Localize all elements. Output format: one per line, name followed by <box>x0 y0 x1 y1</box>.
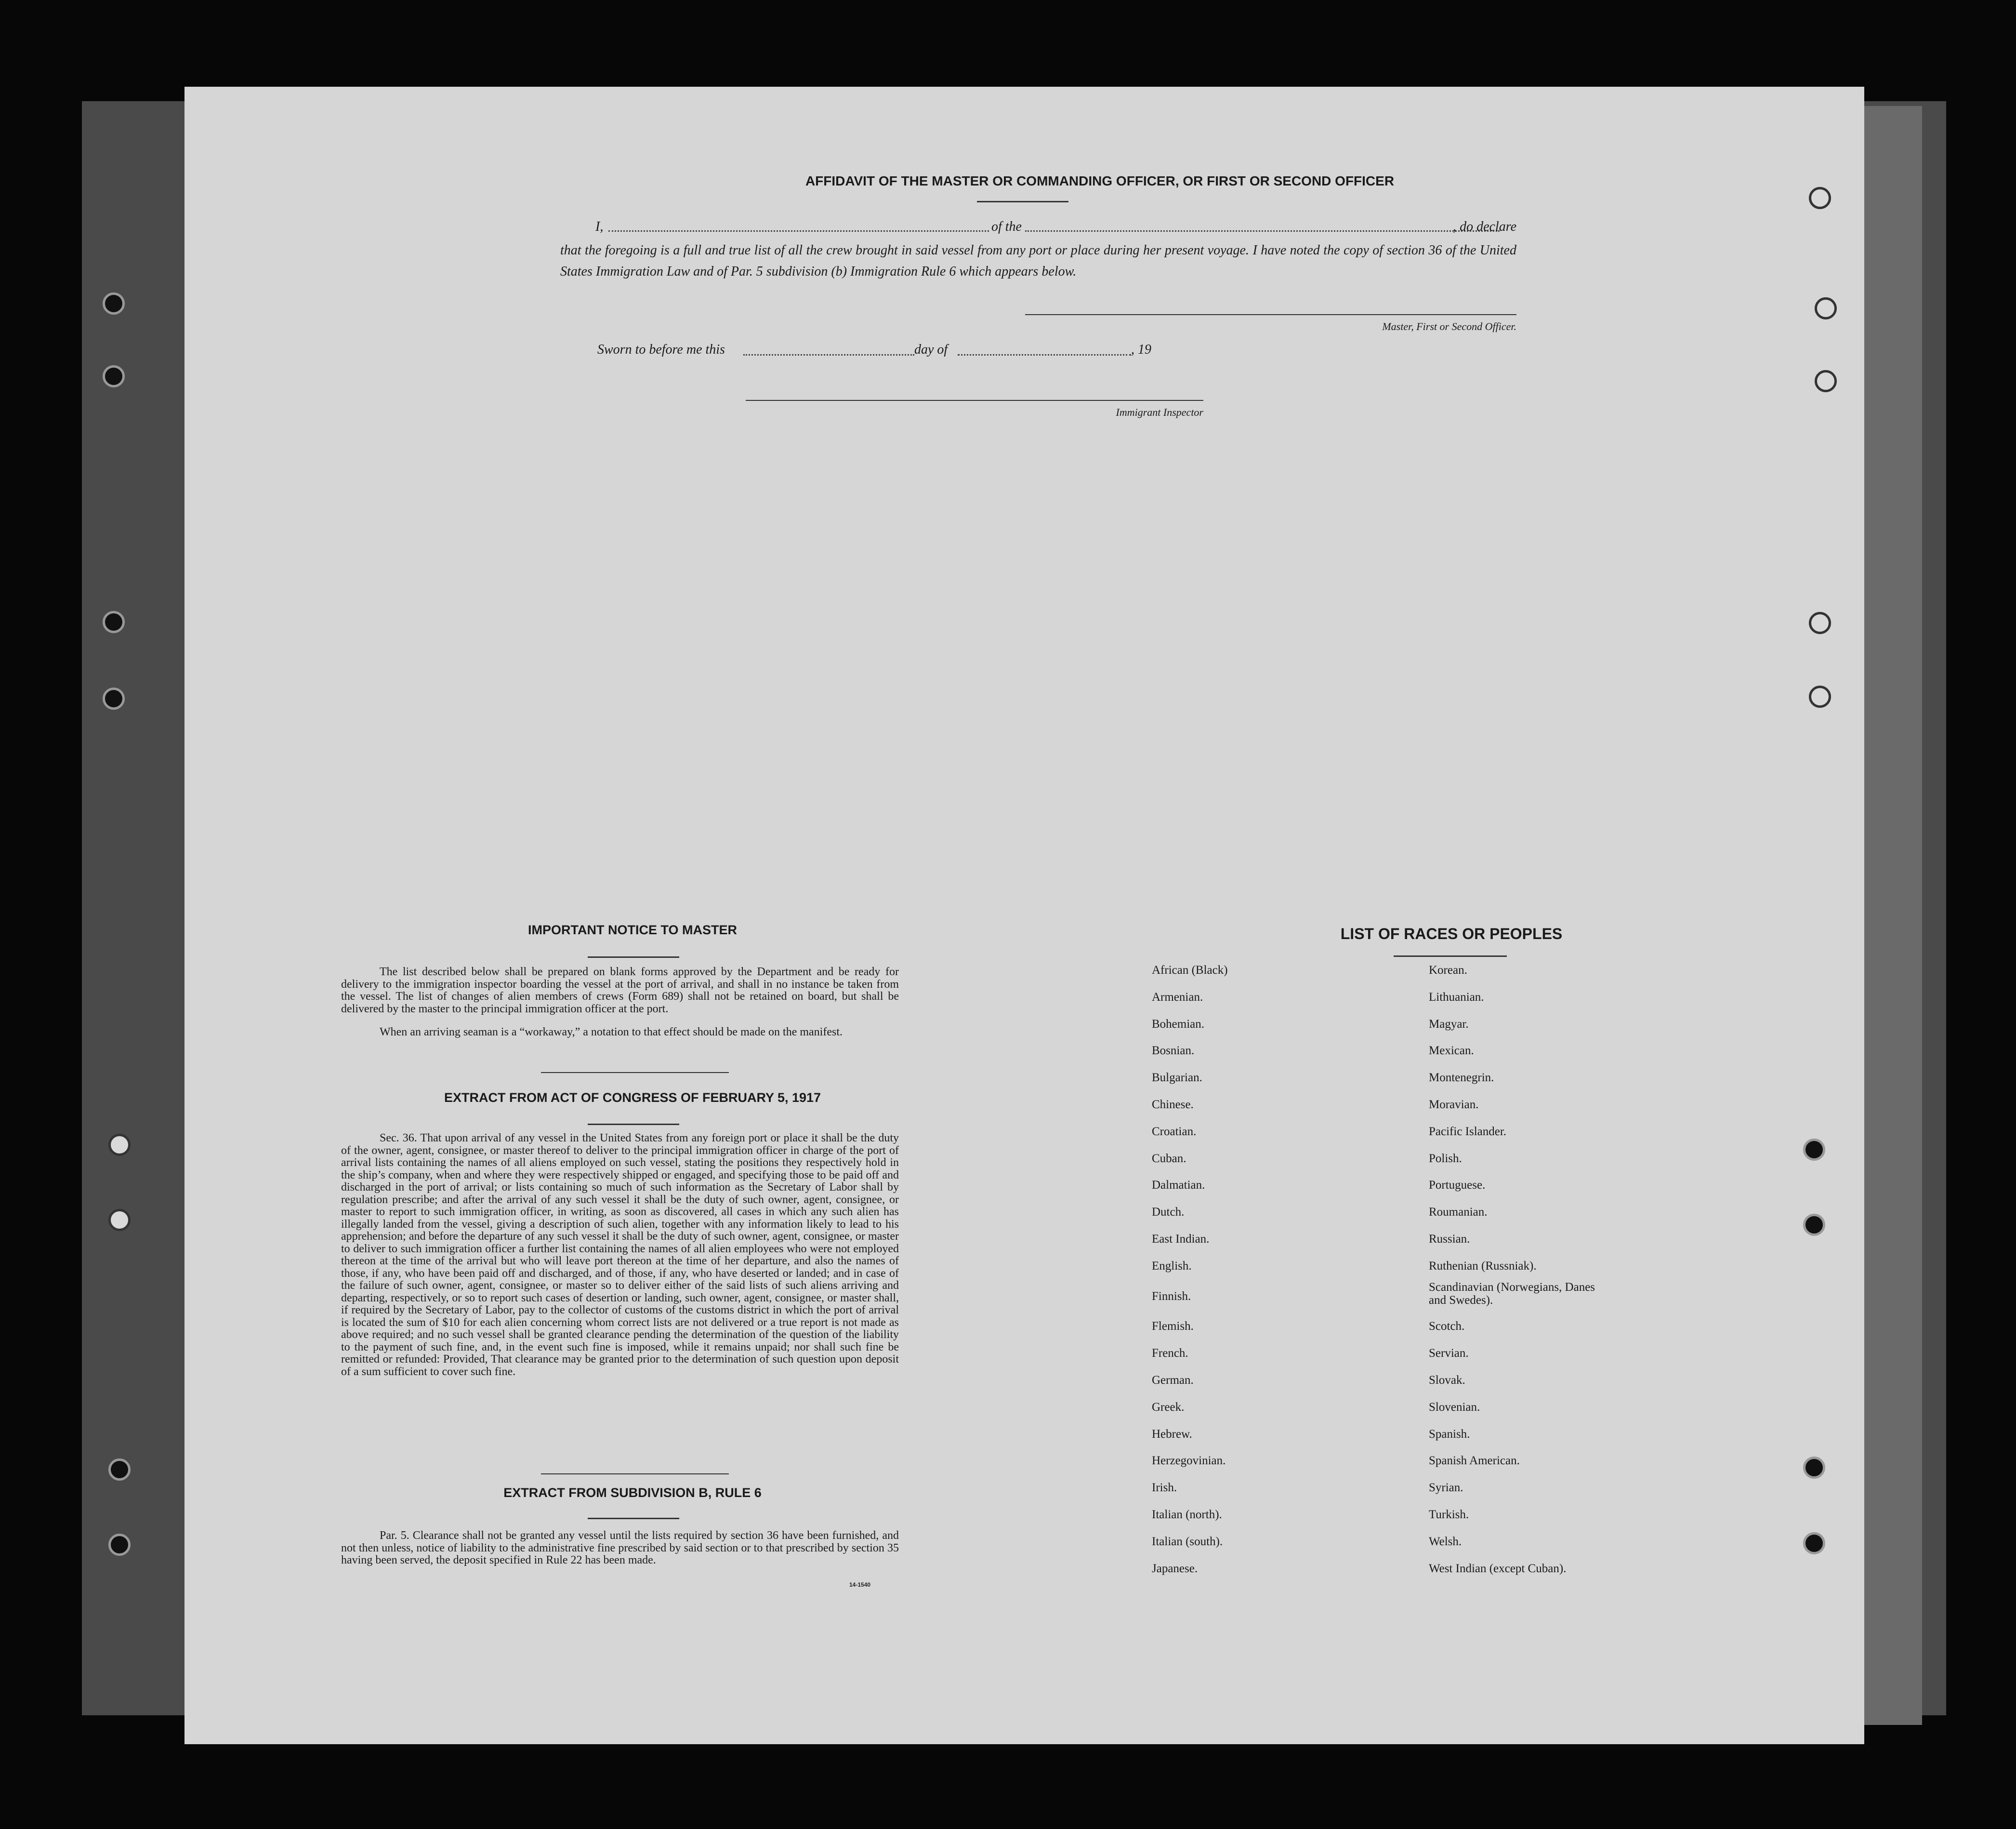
race-item: Magyar. <box>1429 1018 1469 1031</box>
binder-hole-icon <box>103 292 125 315</box>
binder-hole-icon <box>1809 612 1831 634</box>
race-item: Welsh. <box>1429 1535 1462 1548</box>
affidavit-i-label: I, <box>595 219 604 234</box>
notice-title: IMPORTANT NOTICE TO MASTER <box>528 923 737 937</box>
race-item: English. <box>1152 1259 1192 1272</box>
race-item: Armenian. <box>1152 991 1203 1004</box>
notice-title-rule <box>588 956 679 958</box>
race-item: Moravian. <box>1429 1098 1479 1111</box>
binder-hole-icon <box>1803 1214 1825 1236</box>
affidavit-title: AFFIDAVIT OF THE MASTER OR COMMANDING OFFICER, OR FIRST OR SECOND OFFICER <box>805 173 1395 188</box>
affidavit-declare-label: , do declare <box>1453 219 1516 234</box>
race-item: Turkish. <box>1429 1508 1469 1521</box>
inspector-signature-line <box>746 400 1203 401</box>
race-item: Italian (north). <box>1152 1508 1222 1521</box>
race-item: African (Black) <box>1152 964 1228 977</box>
race-item: Polish. <box>1429 1152 1462 1165</box>
race-item: Chinese. <box>1152 1098 1194 1111</box>
notice-paragraph-2: When an arriving seaman is a “workaway,” a notation to that effect should be made on the manifest. <box>380 1026 843 1038</box>
scan-right-strip <box>1864 106 1922 1725</box>
race-item: Portuguese. <box>1429 1179 1486 1192</box>
race-item: Roumanian. <box>1429 1206 1488 1219</box>
extract-act-title: EXTRACT FROM ACT OF CONGRESS OF FEBRUARY 5, 1917 <box>444 1090 821 1105</box>
officer-signature-caption: Master, First or Second Officer. <box>1382 320 1516 332</box>
affidavit-name-line <box>608 230 989 232</box>
extract-act-text: Sec. 36. That upon arrival of any vessel in the United States from any foreign port or place it shall be the duty of the owner, agent, consignee, or master thereof to deliver to the principal immigration officer in charge of the port of arrival lists containing the names of all aliens employed on such vessel, stating the positions they respectively hold in the ship’s company, when and where they were respectively shipped or engaged, and specifying those to be paid off and discharged in the port of arrival; or lists containing so much of such information as the Secretary of Labor shall by regulation prescribe; and after the arrival of any such vessel it shall be the duty of such owner, agent, consignee, or master to report to such immigration officer, in writing, as soon as discovered, all cases in which any such alien has illegally landed from the vessel, giving a description of such alien, together with any information likely to lead to his apprehension; and before the departure of any such vessel it shall be the duty of such owner, agent, consignee, or master to deliver to such immigration officer a further list containing the names of all alien employees who were not employed thereon at the time of the arrival but who will leave port thereon at the time of her departure, and also the names of those, if any, who have been paid off and discharged, and of those, if any, who have deserted or landed; and in case of the failure of such owner, agent, consignee, or master so to deliver either of the said lists of such aliens arriving and departing, respectively, or so to report such cases of desertion or landing, such owner, agent, consignee, or master shall, if required by the Secretary of Labor, pay to the collector of customs of the customs district in which the port of arrival is located the sum of $10 for each alien concerning whom correct lists are not delivered or a true report is not made as above required; and no such vessel shall be granted clearance pending the determination of the question of the liability to the payment of such fine, and, in the event such fine is imposed, while it remains unpaid; nor shall such fine be remitted or refunded: Provided, That clearance may be granted prior to the determination of such question upon deposit of a sum sufficient to cover such fine. <box>341 1132 899 1378</box>
extract-rule-title: EXTRACT FROM SUBDIVISION B, RULE 6 <box>503 1485 762 1500</box>
binder-hole-icon <box>1803 1457 1825 1479</box>
document-page <box>184 87 1864 1744</box>
race-item: Scotch. <box>1429 1320 1465 1333</box>
race-item: Herzegovinian. <box>1152 1454 1226 1467</box>
notice-paragraph-1: The list described below shall be prepared on blank forms approved by the Department and be ready for delivery to the immigration inspector boarding the vessel at the port of arrival, and shall in no instance be taken from the vessel. The list of changes of alien members of crews (Form 689) shall not be retained on board, but shall be delivered by the master to the principal immigration officer at the port. <box>341 966 899 1015</box>
extract-rule-title-rule <box>588 1518 679 1519</box>
race-item: Scandinavian (Norwegians, Danes and Swedes). <box>1429 1281 1595 1307</box>
day-of-label: day of <box>914 342 948 357</box>
binder-hole-icon <box>1809 686 1831 708</box>
race-item: Korean. <box>1429 964 1467 977</box>
race-item: Montenegrin. <box>1429 1071 1494 1084</box>
sworn-month-line <box>958 354 1131 356</box>
race-item: Dalmatian. <box>1152 1179 1205 1192</box>
binder-hole-icon <box>1815 370 1837 392</box>
binder-hole-icon <box>1809 187 1831 209</box>
race-item: West Indian (except Cuban). <box>1429 1562 1567 1575</box>
sworn-day-line <box>743 354 914 356</box>
binder-hole-icon <box>103 365 125 387</box>
race-item: Ruthenian (Russniak). <box>1429 1259 1537 1272</box>
race-item: Slovak. <box>1429 1374 1465 1387</box>
race-item: Cuban. <box>1152 1152 1186 1165</box>
race-item: Pacific Islander. <box>1429 1125 1507 1138</box>
inspector-caption: Immigrant Inspector <box>1116 406 1203 418</box>
binder-hole-icon <box>1803 1532 1825 1554</box>
binder-hole-icon <box>108 1458 131 1481</box>
race-item: Japanese. <box>1152 1562 1198 1575</box>
race-item: Spanish. <box>1429 1428 1470 1441</box>
races-title-rule <box>1394 955 1507 957</box>
extract-act-title-rule <box>588 1124 679 1125</box>
race-item: Bohemian. <box>1152 1018 1205 1031</box>
binder-hole-icon <box>1803 1139 1825 1161</box>
binder-hole-icon <box>108 1134 131 1156</box>
race-item: Greek. <box>1152 1401 1185 1414</box>
race-item: Irish. <box>1152 1481 1177 1494</box>
year-label: , 19 <box>1131 342 1151 357</box>
race-item: Flemish. <box>1152 1320 1194 1333</box>
race-item: Syrian. <box>1429 1481 1463 1494</box>
race-item: Italian (south). <box>1152 1535 1223 1548</box>
race-item: Spanish American. <box>1429 1454 1520 1467</box>
officer-signature-line <box>1025 314 1516 315</box>
sworn-label: Sworn to before me this <box>597 342 725 357</box>
form-number: 14-1540 <box>849 1581 871 1588</box>
race-item: Croatian. <box>1152 1125 1197 1138</box>
extract-act-divider <box>541 1473 729 1474</box>
race-item: Lithuanian. <box>1429 991 1484 1004</box>
race-item: Hebrew. <box>1152 1428 1192 1441</box>
binder-hole-icon <box>1815 297 1837 319</box>
race-item: French. <box>1152 1347 1188 1360</box>
races-title: LIST OF RACES OR PEOPLES <box>1340 925 1563 942</box>
race-item: Bulgarian. <box>1152 1071 1202 1084</box>
binder-hole-icon <box>108 1209 131 1231</box>
race-item: Finnish. <box>1152 1290 1191 1303</box>
binder-hole-icon <box>103 688 125 710</box>
race-item: Bosnian. <box>1152 1044 1195 1057</box>
race-item: German. <box>1152 1374 1194 1387</box>
affidavit-title-rule <box>977 201 1068 202</box>
race-item: Dutch. <box>1152 1206 1185 1219</box>
race-item: Mexican. <box>1429 1044 1474 1057</box>
race-item: Slovenian. <box>1429 1401 1480 1414</box>
race-item: Servian. <box>1429 1347 1469 1360</box>
race-item: Russian. <box>1429 1233 1470 1246</box>
affidavit-paragraph: that the foregoing is a full and true list of all the crew brought in said vessel from any port or place during her present voyage. I have noted the copy of section 36 of the United States Immigration Law and of Par. 5 subdivision (b) Immigration Rule 6 which appears below. <box>560 243 1516 279</box>
binder-hole-icon <box>108 1534 131 1556</box>
affidavit-of-the-label: of the <box>991 219 1022 234</box>
notice-divider <box>541 1072 729 1073</box>
extract-rule-text: Par. 5. Clearance shall not be granted any vessel until the lists required by section 36 have been furnished, and not then unless, notice of liability to the administrative fine prescribed by said section or to that prescribed by section 35 having been served, the deposit specified in Rule 22 has been made. <box>341 1529 899 1566</box>
race-item: East Indian. <box>1152 1233 1210 1246</box>
binder-hole-icon <box>103 611 125 633</box>
